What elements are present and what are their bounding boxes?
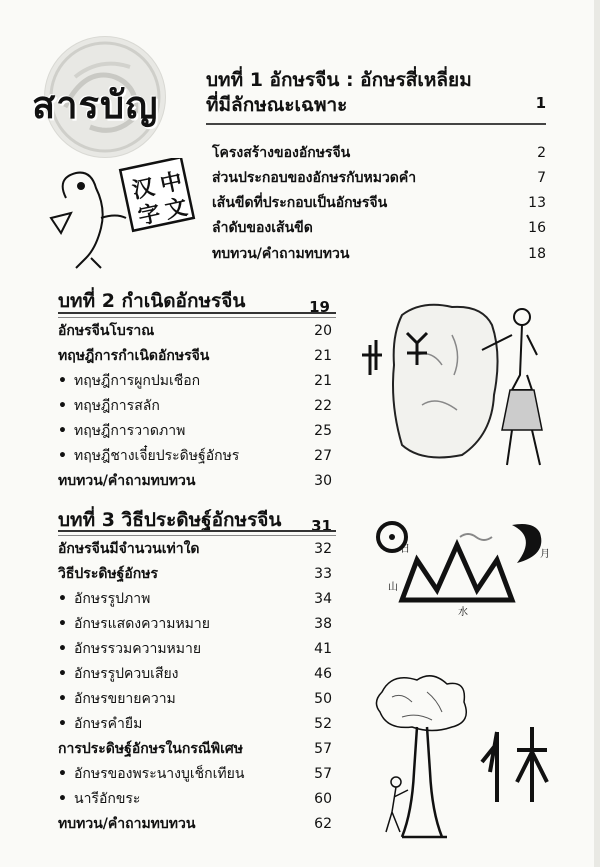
chapter-1-rule <box>206 123 546 125</box>
bullet-icon: • <box>58 641 67 657</box>
chapter-1-title-line1: บทที่ 1 อักษรจีน : อักษรสี่เหลี่ยม <box>206 69 472 91</box>
toc-entry-label: ลำดับของเส้นขีด <box>212 220 313 236</box>
chapter-1-heading[interactable] <box>206 68 546 118</box>
toc-entry-label: การประดิษฐ์อักษรในกรณีพิเศษ <box>58 741 243 757</box>
mascot-char-1: 汉 <box>130 174 157 204</box>
chapter-1-title-line2: ที่มีลักษณะเฉพาะ <box>206 94 348 116</box>
chapter-3-page: 31 <box>311 517 332 535</box>
toc-entry-label: วิธีประดิษฐ์อักษร <box>58 566 159 582</box>
toc-entry-label: เส้นขีดที่ประกอบเป็นอักษรจีน <box>212 195 388 211</box>
toc-subentry[interactable] <box>58 447 332 465</box>
chapter-2-rule <box>58 312 336 318</box>
toc-entry-page: 62 <box>314 816 332 832</box>
toc-entry-label: อักษรแสดงความหมาย <box>74 616 210 632</box>
toc-entry-page: 27 <box>314 448 332 464</box>
toc-entry[interactable] <box>212 245 546 263</box>
toc-subentry[interactable] <box>58 665 332 683</box>
toc-entry-label: อักษรรูปภาพ <box>74 591 151 607</box>
toc-entry-page: 52 <box>314 716 332 732</box>
toc-entry[interactable] <box>212 144 546 162</box>
bullet-icon: • <box>58 616 67 632</box>
toc-entry-page: 25 <box>314 423 332 439</box>
tree-rest-illustration <box>372 672 562 842</box>
toc-entry-page: 20 <box>314 323 332 339</box>
toc-entry-label: นารีอักขระ <box>74 791 141 807</box>
toc-entry-page: 30 <box>314 473 332 489</box>
toc-entry[interactable] <box>58 565 332 583</box>
toc-subentry[interactable] <box>58 765 332 783</box>
toc-entry-label: ทฤษฎีการวาดภาพ <box>74 423 186 439</box>
toc-entry-page: 21 <box>314 373 332 389</box>
toc-entry-label: อักษรรูปควบเสียง <box>74 666 179 682</box>
bullet-icon: • <box>58 448 67 464</box>
bullet-icon: • <box>58 691 67 707</box>
mascot-char-4: 文 <box>163 194 190 224</box>
bullet-icon: • <box>58 591 67 607</box>
toc-entry-page: 38 <box>314 616 332 632</box>
toc-subentry[interactable] <box>58 372 332 390</box>
toc-entry-page: 57 <box>314 741 332 757</box>
toc-entry-page: 33 <box>314 566 332 582</box>
toc-entry-page: 57 <box>314 766 332 782</box>
toc-entry[interactable] <box>58 540 332 558</box>
chapter-3-title: บทที่ 3 วิธีประดิษฐ์อักษรจีน <box>58 509 282 531</box>
mascot-char-3: 字 <box>136 200 163 230</box>
toc-entry-label: อักษรรวมความหมาย <box>74 641 202 657</box>
toc-subentry[interactable] <box>58 615 332 633</box>
toc-entry[interactable] <box>58 322 332 340</box>
toc-entry-label: อักษรของพระนางบูเช็กเทียน <box>74 766 245 782</box>
toc-entry-label: อักษรจีนมีจำนวนเท่าใด <box>58 541 200 557</box>
toc-entry[interactable] <box>212 219 546 237</box>
toc-entry-page: 18 <box>528 246 546 262</box>
page-edge <box>594 0 600 867</box>
toc-entry[interactable] <box>212 169 546 187</box>
toc-subentry[interactable] <box>58 397 332 415</box>
toc-entry-label: ทฤษฎีการสลัก <box>74 398 160 414</box>
title-block <box>24 36 199 156</box>
moon-label: 月 <box>540 549 550 560</box>
toc-entry-label: ทบทวน/คำถามทบทวน <box>58 473 196 489</box>
bullet-icon: • <box>58 791 67 807</box>
toc-subentry[interactable] <box>58 422 332 440</box>
toc-entry-page: 21 <box>314 348 332 364</box>
toc-entry-label: อักษรขยายความ <box>74 691 176 707</box>
toc-entry-label: ทฤษฎีชางเจี๋ยประดิษฐ์อักษร <box>74 448 240 464</box>
toc-entry[interactable] <box>212 194 546 212</box>
toc-entry-label: อักษรคำยืม <box>74 716 143 732</box>
toc-subentry[interactable] <box>58 640 332 658</box>
toc-entry-page: 60 <box>314 791 332 807</box>
bullet-icon: • <box>58 373 67 389</box>
toc-entry-label: ส่วนประกอบของอักษรกับหมวดคำ <box>212 170 417 186</box>
bullet-icon: • <box>58 766 67 782</box>
toc-subentry[interactable] <box>58 790 332 808</box>
toc-entry-label: ทฤษฎีการผูกปมเชือก <box>74 373 201 389</box>
toc-subentry[interactable] <box>58 715 332 733</box>
toc-entry-page: 41 <box>314 641 332 657</box>
chapter-2-title: บทที่ 2 กำเนิดอักษรจีน <box>58 290 246 312</box>
toc-entry[interactable] <box>58 740 332 758</box>
toc-entry-label: ทฤษฎีการกำเนิดอักษรจีน <box>58 348 210 364</box>
toc-entry-page: 50 <box>314 691 332 707</box>
toc-entry-page: 32 <box>314 541 332 557</box>
toc-entry-page: 13 <box>528 195 546 211</box>
toc-entry-page: 2 <box>537 145 546 161</box>
toc-entry[interactable] <box>58 347 332 365</box>
toc-entry-page: 34 <box>314 591 332 607</box>
toc-entry-label: โครงสร้างของอักษรจีน <box>212 145 351 161</box>
sun-label: 日 <box>400 544 410 555</box>
toc-entry[interactable] <box>58 472 332 490</box>
bullet-icon: • <box>58 666 67 682</box>
bullet-icon: • <box>58 716 67 732</box>
toc-entry-label: ทบทวน/คำถามทบทวน <box>58 816 196 832</box>
toc-subentry[interactable] <box>58 590 332 608</box>
toc-entry-page: 7 <box>537 170 546 186</box>
chapter-1-page: 1 <box>535 94 546 112</box>
toc-entry-page: 16 <box>528 220 546 236</box>
mascot-illustration <box>46 158 196 278</box>
toc-entry-label: อักษรจีนโบราณ <box>58 323 155 339</box>
water-label: 水 <box>458 607 468 618</box>
toc-entry-page: 22 <box>314 398 332 414</box>
bullet-icon: • <box>58 398 67 414</box>
stone-carving-illustration <box>362 295 562 470</box>
bullet-icon: • <box>58 423 67 439</box>
toc-subentry[interactable] <box>58 690 332 708</box>
chapter-3-rule <box>58 530 336 536</box>
chapter-2-page: 19 <box>309 298 330 316</box>
toc-entry-page: 46 <box>314 666 332 682</box>
mascot-char-2: 中 <box>158 168 185 198</box>
toc-entry[interactable] <box>58 815 332 833</box>
page-title: สารบัญ <box>32 82 159 127</box>
toc-entry-label: ทบทวน/คำถามทบทวน <box>212 246 350 262</box>
mountain-label: 山 <box>388 582 398 593</box>
